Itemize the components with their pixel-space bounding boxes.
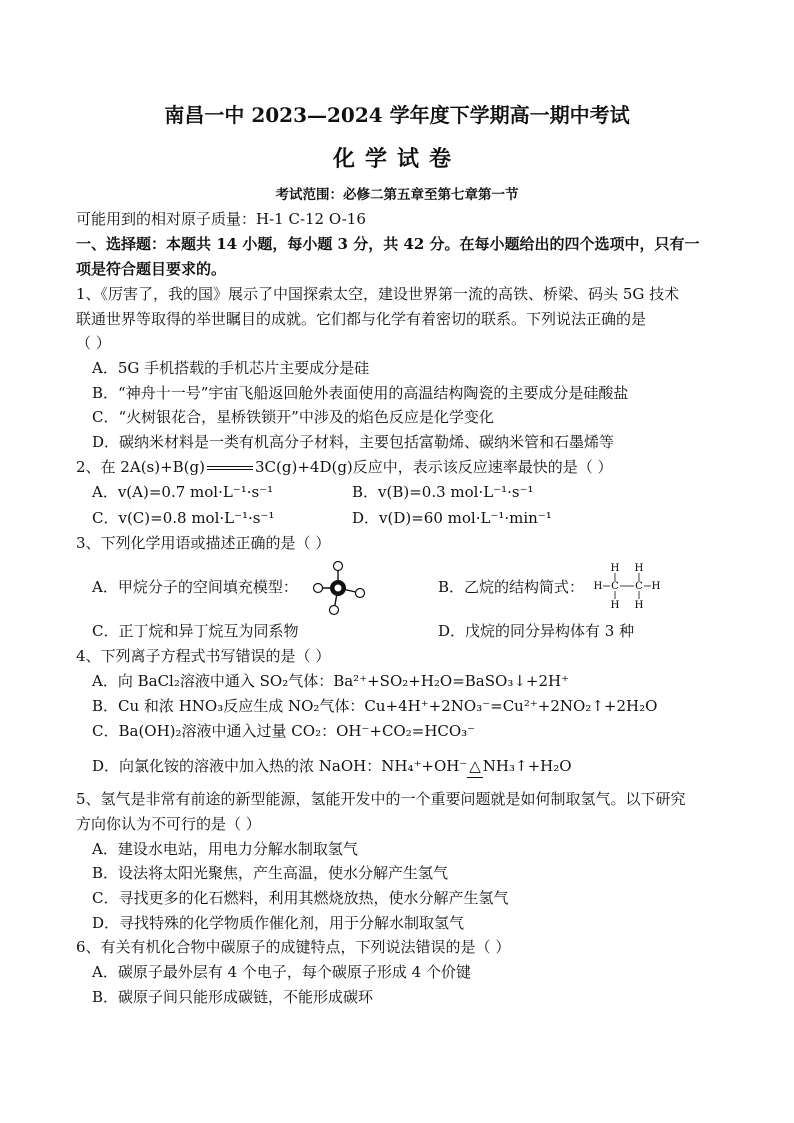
atom-h-top-right: H (634, 563, 644, 574)
q3-option-b: B．乙烷的结构简式： (438, 578, 585, 596)
q4-option-c: C．Ba(OH)₂溶液中通入过量 CO₂：OH⁻+CO₂=HCO₃⁻ (92, 722, 476, 740)
q2-stem (76, 456, 613, 478)
q5-option-b: B．设法将太阳光聚焦，产生高温，使水分解产生氢气 (92, 864, 449, 882)
q4-option-d (92, 755, 572, 778)
q2-option-a: A．v(A)=0.7 mol·L⁻¹·s⁻¹ (92, 483, 274, 501)
section1-intro-line1: 一、选择题：本题共 14 小题，每小题 3 分，共 42 分。在每小题给出的四个选项中，只有一 (76, 235, 700, 253)
q4-option-d-reactants: D．向氯化铵的溶液中加入热的浓 NaOH：NH₄⁺+OH⁻ (92, 757, 468, 775)
q2-option-d: D．v(D)=60 mol·L⁻¹·min⁻¹ (352, 509, 552, 527)
q2-option-b: B．v(B)=0.3 mol·L⁻¹·s⁻¹ (352, 483, 534, 501)
exam-scope: 考试范围：必修二第五章至第七章第一节 (275, 187, 519, 203)
subject-title: 化学试卷 (332, 146, 461, 172)
ethane-structural-formula (593, 562, 665, 612)
q3-option-a: A．甲烷分子的空间填充模型： (92, 578, 298, 596)
q4-option-b: B．Cu 和浓 HNO₃反应生成 NO₂气体：Cu+4H⁺+2NO₃⁻=Cu²⁺+2NO₂↑+2H₂O (92, 697, 658, 715)
q3-option-c: C．正丁烷和异丁烷互为同系物 (92, 622, 299, 640)
q5-option-a: A．建设水电站，用电力分解水制取氢气 (92, 840, 358, 858)
section1-intro-line2: 项是符合题目要求的。 (76, 260, 227, 278)
q4-option-d-products: NH₃↑+H₂O (482, 757, 572, 775)
atom-c-right: C (635, 581, 643, 592)
q6-option-a: A．碳原子最外层有 4 个电子，每个碳原子形成 4 个价键 (92, 963, 471, 981)
q2-stem-reactants: 2、在 2A(s)+B(g) (76, 458, 205, 476)
methane-space-filling-model-icon (308, 560, 368, 616)
atom-c-left: C (611, 581, 619, 592)
q1-stem-line2: 联通世界等取得的举世瞩目的成就。它们都与化学有着密切的联系。下列说法正确的是 (76, 310, 647, 328)
q1-option-d: D．碳纳米材料是一类有机高分子材料，主要包括富勒烯、碳纳米管和石墨烯等 (92, 433, 615, 451)
atom-h-top-left: H (610, 563, 620, 574)
q5-stem-line1: 5、氢气是非常有前途的新型能源，氢能开发中的一个重要问题就是如何制取氢气。以下研究 (76, 790, 686, 808)
equilibrium-arrow-icon (207, 461, 253, 475)
q4-stem: 4、下列离子方程式书写错误的是（ ） (76, 647, 331, 665)
q2-option-c: C．v(C)=0.8 mol·L⁻¹·s⁻¹ (92, 509, 275, 527)
atom-h-bottom-left: H (610, 600, 620, 611)
q1-answer-blank: （ ） (76, 334, 111, 352)
q3-option-d: D．戊烷的同分异构体有 3 种 (438, 622, 635, 640)
atom-h-bottom-right: H (634, 600, 644, 611)
q1-option-c: C．“火树银花合，星桥铁锁开”中涉及的焰色反应是化学变化 (92, 408, 494, 426)
q6-option-b: B．碳原子间只能形成碳链，不能形成碳环 (92, 988, 374, 1006)
q2-stem-products: 3C(g)+4D(g)反应中，表示该反应速率最快的是（ ） (255, 458, 613, 476)
q4-option-a: A．向 BaCl₂溶液中通入 SO₂气体：Ba²⁺+SO₂+H₂O=BaSO₃↓+2H⁺ (92, 672, 570, 690)
heating-delta-icon: △ (467, 755, 483, 778)
q1-stem-line1: 1、《厉害了，我的国》展示了中国探索太空，建设世界第一流的高铁、桥梁、码头 5G 技术 (76, 285, 680, 303)
q1-option-b: B．“神舟十一号”宇宙飞船返回舱外表面使用的高温结构陶瓷的主要成分是硅酸盐 (92, 384, 629, 402)
q1-option-a: A．5G 手机搭载的手机芯片主要成分是硅 (92, 359, 370, 377)
q6-stem: 6、有关有机化合物中碳原子的成键特点，下列说法错误的是（ ） (76, 938, 511, 956)
exam-title: 南昌一中 2023—2024 学年度下学期高一期中考试 (164, 103, 630, 127)
q5-stem-line2: 方向你认为不可行的是（ ） (76, 815, 261, 833)
atomic-mass-note: 可能用到的相对原子质量：H-1 C-12 O-16 (76, 210, 366, 228)
atom-h-left: H (593, 581, 603, 592)
q3-stem: 3、下列化学用语或描述正确的是（ ） (76, 534, 331, 552)
q5-option-d: D．寻找特殊的化学物质作催化剂，用于分解水制取氢气 (92, 914, 465, 932)
atom-h-right: H (651, 581, 661, 592)
q5-option-c: C．寻找更多的化石燃料，利用其燃烧放热，使水分解产生氢气 (92, 889, 509, 907)
